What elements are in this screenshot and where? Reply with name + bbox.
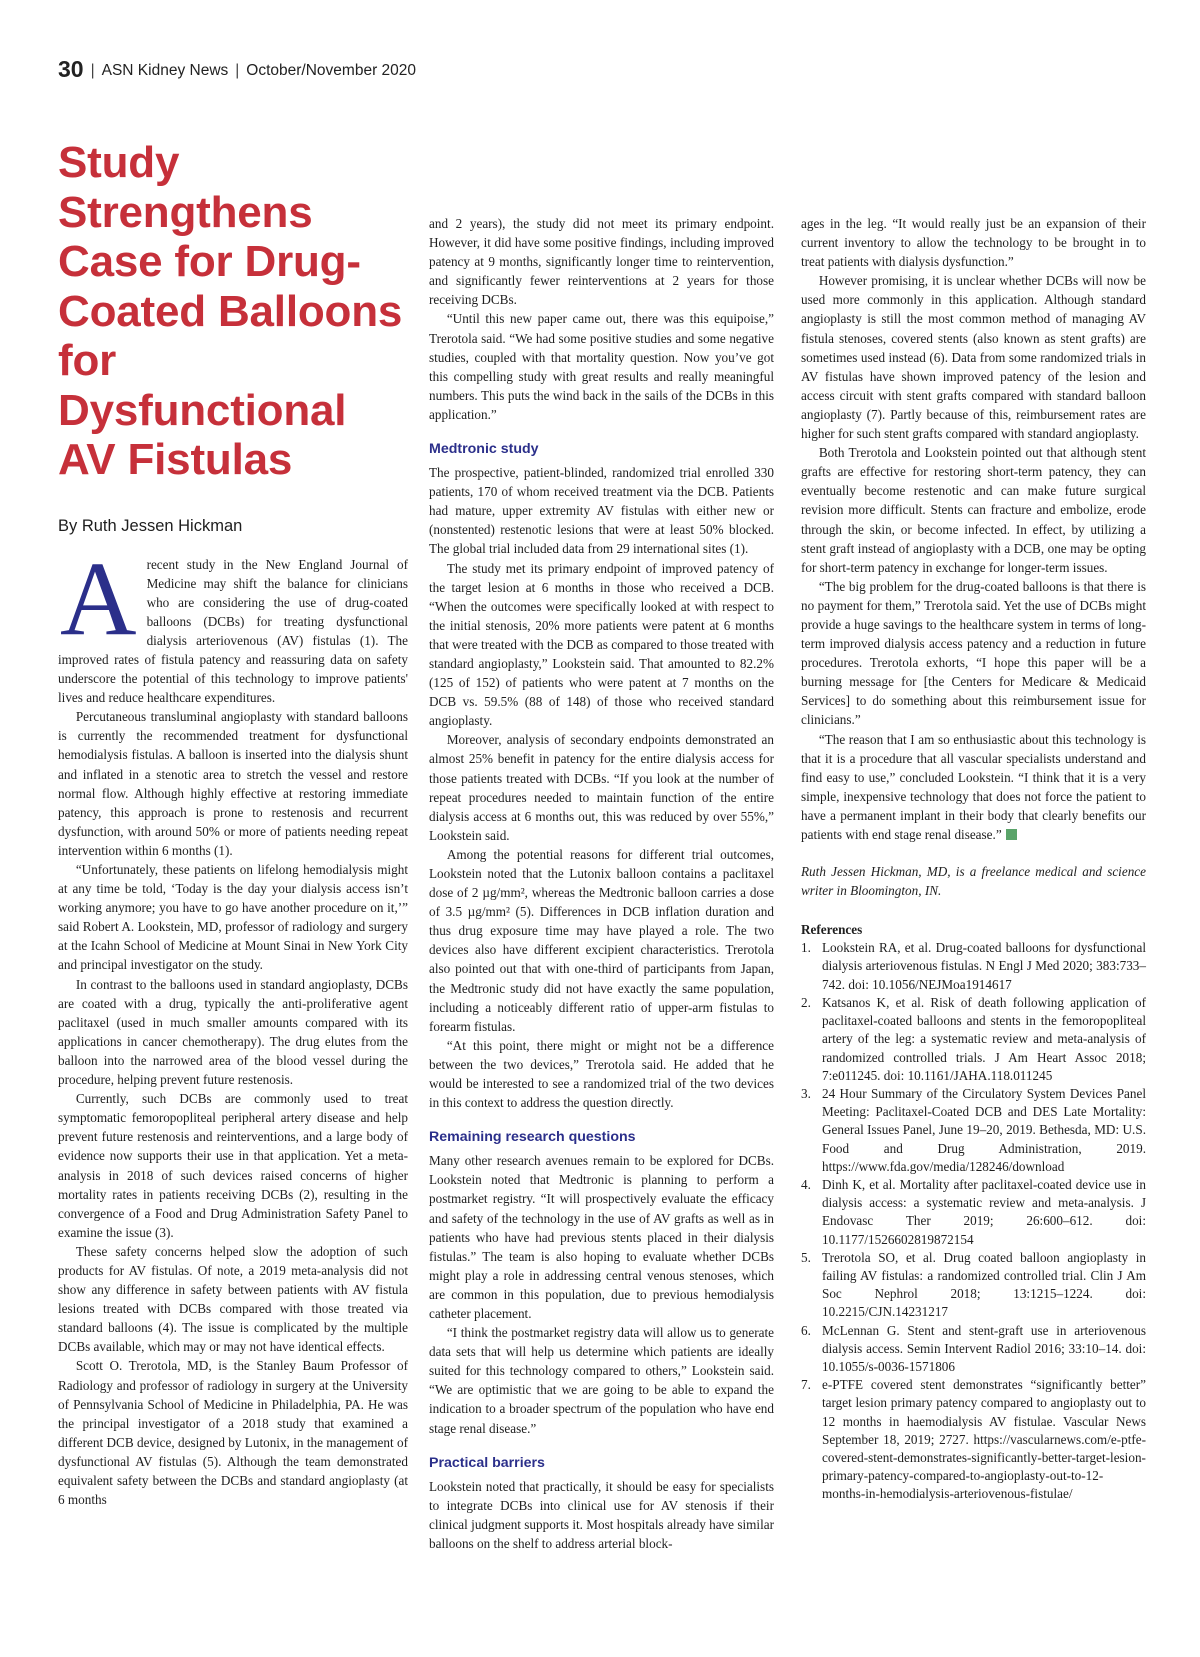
reference-item [801,1322,1146,1377]
issue-date: October/November 2020 [246,62,417,79]
body-paragraph: “I think the postmarket registry data will allow us to generate data sets that will help us determine which patients are ideally suited for this technology compared to others,” Lookstein said. “We are optimistic that we are going to be able to expand the indication to a broader spectrum of the population who have end stage renal disease.” [429,1325,774,1436]
column-3-body [801,214,1146,844]
column-3 [801,214,1146,1504]
column-1 [58,138,408,1509]
body-paragraph: “Until this new paper came out, there was this equipoise,” Trerotola said. “We had some positive studies and some negative studies, coupled with that mortality question. Now you’ve got this compelling study with great results and really meaningful numbers. This puts the wind back in the sails of the DCBs in this application.” [429,311,774,422]
body-paragraph: Lookstein noted that practically, it should be easy for specialists to integrate DCBs into clinical use for AV stenosis if their clinical judgment supports it. Most hospitals already have similar balloons on the shelf to address arterial block- [429,1478,774,1551]
drop-cap: A [60,539,137,657]
section-heading-remaining-research: Remaining research questions [429,1129,636,1146]
section-heading-medtronic-study: Medtronic study [429,441,539,458]
section-heading-practical-barriers: Practical barriers [429,1454,545,1471]
reference-number: 2. [801,994,811,1010]
body-paragraph: “At this point, there might or might not be a difference between the two devices,” Trerotola said. He added that he would be interested to see a randomized trial of the two devices in this context to address the question directly. [429,1037,774,1111]
page-header [58,56,416,83]
reference-text: e-PTFE covered stent demonstrates “significantly better” target lesion primary patency compared to angioplasty out to 12 months in haemodialysis AV fistulae. Vascular News September 18, 2019; 2727. https://vascularnews.com/e-ptfe-covered-stent-demonstrates-significantly-better-target-lesion-primary-patency-compared-to-angioplasty-out-to-12-months-in-hemodialysis-arteriovenous-fistulae/ [822,1377,1146,1502]
reference-number: 6. [801,1322,811,1338]
reference-item [801,1249,1146,1322]
author-bio: Ruth Jessen Hickman, MD, is a freelance medical and science writer in Bloomington, IN. [801,864,1146,899]
reference-text: Katsanos K, et al. Risk of death following application of paclitaxel-coated balloons and stents in the femoropopliteal artery of the leg: a systematic review and meta-analysis of randomized controlled trials. J Am Heart Assoc 2018; 7:e011245. doi: 10.1161/JAHA.118.011245 [822,994,1146,1083]
body-paragraph: Both Trerotola and Lookstein pointed out that although stent grafts are effective for restoring short-term patency, they can eventually become restenotic and can make future surgical revision more difficult. Stents can fracture and embolize, erode through the skin, or become infected. In effect, by utilizing a stent graft instead of angioplasty with a DCB, one may be opting for short-term patency in exchange for longer-term issues. [801,445,1146,575]
body-paragraph: These safety concerns helped slow the adoption of such products for AV fistulas. Of note, a 2019 meta-analysis did not show any difference in safety between patients with AV fistula lesions treated with DCBs compared with those treated via standard balloons (4). The issue is complicated by the multiple DCBs available, which may or may not have identical effects. [58,1243,408,1355]
section-remaining-research [429,1151,774,1437]
body-paragraph: Currently, such DCBs are commonly used to treat symptomatic femoropopliteal peripheral artery disease and help prevent future restenosis and reinterventions, and a large body of evidence now supports their use in that application. Yet a meta-analysis in 2018 of such devices raised concerns of higher mortality rates in patients receiving DCBs (2), resulting in the convergence of a Food and Drug Administration Safety Panel to examine the issue (3). [58,1091,408,1240]
reference-item [801,1176,1146,1249]
body-paragraph: In contrast to the balloons used in standard angioplasty, DCBs are coated with a drug, typically the anti-proliferative agent paclitaxel (used in much smaller amounts compared with its applications in cancer chemotherapy). The drug elutes from the balloon into the narrowed area of the blood vessel during the procedure, helping prevent future restenosis. [58,976,408,1088]
column-2 [429,214,774,1553]
body-paragraph: Many other research avenues remain to be explored for DCBs. Lookstein noted that Medtronic is planning to perform a postmarket registry. “It will prospectively evaluate the efficacy and safety of the technology in the use of AV grafts as well as in patients who have had previous stents placed in their dialysis fistulas.” The team is also hoping to evaluate whether DCBs might play a role in addressing central venous stenoses, which are common in this population, due to previous hemodialysis catheter placement. [429,1153,774,1321]
body-paragraph: and 2 years), the study did not meet its primary endpoint. However, it did have some positive findings, including improved patency at 9 months, significantly longer time to reintervention, and significantly fewer reinterventions at 2 years for those receiving DCBs. [429,216,774,308]
body-paragraph: The prospective, patient-blinded, randomized trial enrolled 330 patients, 170 of whom received treatment via the DCB. Patients had mature, upper extremity AV fistulas with either new or (nonstented) restenotic lesions that were at least 50% blocked. The global trial included data from 29 international sites (1). [429,465,774,557]
body-paragraph: The study met its primary endpoint of improved patency of the target lesion at 6 months in those who received a DCB. “When the outcomes were specifically looked at with respect to the initial stenosis, 20% more patients were patent at 6 months that were treated with the DCB as compared to those treated with standard angioplasty,” Lookstein said. That amounted to 82.2% (125 of 152) of patients who were patent at 7 months on the DCB vs. 59.5% (88 of 148) of those who received standard angioplasty. [429,560,774,729]
reference-text: Dinh K, et al. Mortality after paclitaxel-coated device use in dialysis access: a systematic review and meta-analysis. J Endovasc Ther 2019; 26:600–612. doi: 10.1177/1526602819872154 [822,1176,1146,1247]
reference-text: Lookstein RA, et al. Drug-coated balloons for dysfunctional dialysis arteriovenous fistulas. N Engl J Med 2020; 383:733–742. doi: 10.1056/NEJMoa1914617 [822,940,1146,992]
references-heading: References [801,922,863,938]
header-separator: | [90,62,95,79]
lead-text: recent study in the New England Journal of Medicine may shift the balance for clinicians who are considering the use of drug-coated balloons (DCBs) for treating dysfunctional dialysis arteriovenous (AV) fistulas (1). The improved rates of fistula patency and reassuring data on safety underscore the potential of this technology to improve patients' lives and reduce healthcare expenditures. [58,556,408,706]
reference-number: 4. [801,1176,811,1192]
reference-number: 7. [801,1377,811,1393]
publication-name: ASN Kidney News [101,62,229,79]
body-paragraph: Scott O. Trerotola, MD, is the Stanley Baum Professor of Radiology and professor of radiology in surgery at the University of Pennsylvania School of Medicine in Philadelphia, PA. He was the principal investigator of a 2018 study that examined a different DCB device, designed by Lutonix, in the management of dysfunctional AV fistulas (5). Although the team demonstrated equivalent safety between the DCBs and standard angioplasty (at 6 months [58,1358,408,1508]
body-paragraph: ages in the leg. “It would really just be an expansion of their current inventory to allow the technology to be brought in to treat patients with dialysis dysfunction.” [801,216,1146,270]
body-paragraph: However promising, it is unclear whether DCBs will now be used more commonly in this application. Although standard angioplasty is still the most common method of managing AV fistula stenoses, covered stents (also known as stent grafts) are sometimes used instead (6). Data from some randomized trials in AV fistulas have shown improved patency of the lesion and access circuit with stent grafts compared with standard balloon angioplasty (7). Partly because of this, reimbursement rates are higher for such stent grafts compared with standard angioplasty. [801,273,1146,442]
section-medtronic-study [429,463,774,1112]
page-number: 30 [58,56,84,82]
body-paragraph: “The reason that I am so enthusiastic about this technology is that it is a procedure that all vascular specialists understand and find easy to use,” concluded Lookstein. “I think that it is a very simple, inexpensive technology that does not force the patient to have a permanent implant in their body that clearly benefits our patients with end stage renal disease.” [801,731,1146,842]
body-paragraph: “The big problem for the drug-coated balloons is that there is no payment for them,” Trerotola said. Yet the use of DCBs might provide a huge savings to the healthcare system in terms of long-term improved dialysis access patency and a reduction in future procedures. Trerotola exhorts, “I hope this paper will be a burning message for [the Centers for Medicare & Medicaid Services] to do something about this reimbursement issue for clinicians.” [801,578,1146,728]
reference-item [801,939,1146,994]
body-paragraph: “Unfortunately, these patients on lifelong hemodialysis might at any time be told, ‘Today is the day your dialysis access isn’t working anymore; you have to go have another procedure on it,’” said Robert A. Lookstein, MD, professor of radiology and surgery at the Icahn School of Medicine at Mount Sinai in New York City and principal investigator on the study. [58,862,408,973]
reference-text: 24 Hour Summary of the Circulatory System Devices Panel Meeting: Paclitaxel-Coated DCB and DES Late Mortality: General Issues Panel, June 19–20, 2019. Bethesda, MD: U.S. Food and Drug Administration, 2019. https://www.fda.gov/media/128246/download [822,1085,1146,1174]
reference-number: 5. [801,1249,811,1265]
references-list [801,939,1146,1503]
lead-paragraph [58,539,408,708]
column-2-intro [429,214,774,424]
column-1-body [58,707,408,1509]
header-separator: | [235,62,240,79]
reference-item [801,1085,1146,1176]
reference-text: McLennan G. Stent and stent-graft use in arteriovenous dialysis access. Semin Intervent Radiol 2016; 33:10–14. doi: 10.1055/s-0036-1571806 [822,1322,1146,1374]
end-of-article-mark [1006,829,1017,840]
article-headline: Study Strengthens Case for Drug-Coated Balloons for Dysfunctional AV Fistulas [58,138,403,484]
body-paragraph: Moreover, analysis of secondary endpoints demonstrated an almost 25% benefit in patency for the entire dialysis access for those patients treated with DCBs. “If you look at the number of repeat procedures needed to maintain function of the entire dialysis access at 6 months out, this was reduced by over 55%,” Lookstein said. [429,732,774,843]
body-paragraph: Among the potential reasons for different trial outcomes, Lookstein noted that the Lutonix balloon contains a paclitaxel dose of 2 µg/mm², whereas the Medtronic balloon carries a dose of 3.5 µg/mm² (5). Differences in DCB inflation duration and thus drug exposure time may have played a role. The two devices also have different excipient characteristics. Trerotola also pointed out that with one-third of participants from Japan, the Medtronic study did not have exactly the same population, including a noticeably different ratio of upper-arm fistulas to forearm fistulas. [429,846,774,1034]
reference-item [801,1376,1146,1503]
section-practical-barriers [429,1477,774,1553]
byline: By Ruth Jessen Hickman [58,516,243,535]
reference-item [801,994,1146,1085]
reference-text: Trerotola SO, et al. Drug coated balloon angioplasty in failing AV fistulas: a randomized controlled trial. Clin J Am Soc Nephrol 2018; 13:1215–1224. doi: 10.2215/CJN.14231217 [822,1249,1146,1320]
reference-number: 1. [801,940,811,956]
body-paragraph: Percutaneous transluminal angioplasty with standard balloons is currently the recommended treatment for dysfunctional hemodialysis fistulas. A balloon is inserted into the dialysis shunt and inflated in a stenotic area to stretch the vessel and restore normal flow. Although highly effective at restoring immediate patency, this approach is prone to restenosis and recurrent dysfunction, with around 50% or more of patients needing repeat intervention within 6 months (1). [58,709,408,858]
reference-number: 3. [801,1085,811,1101]
